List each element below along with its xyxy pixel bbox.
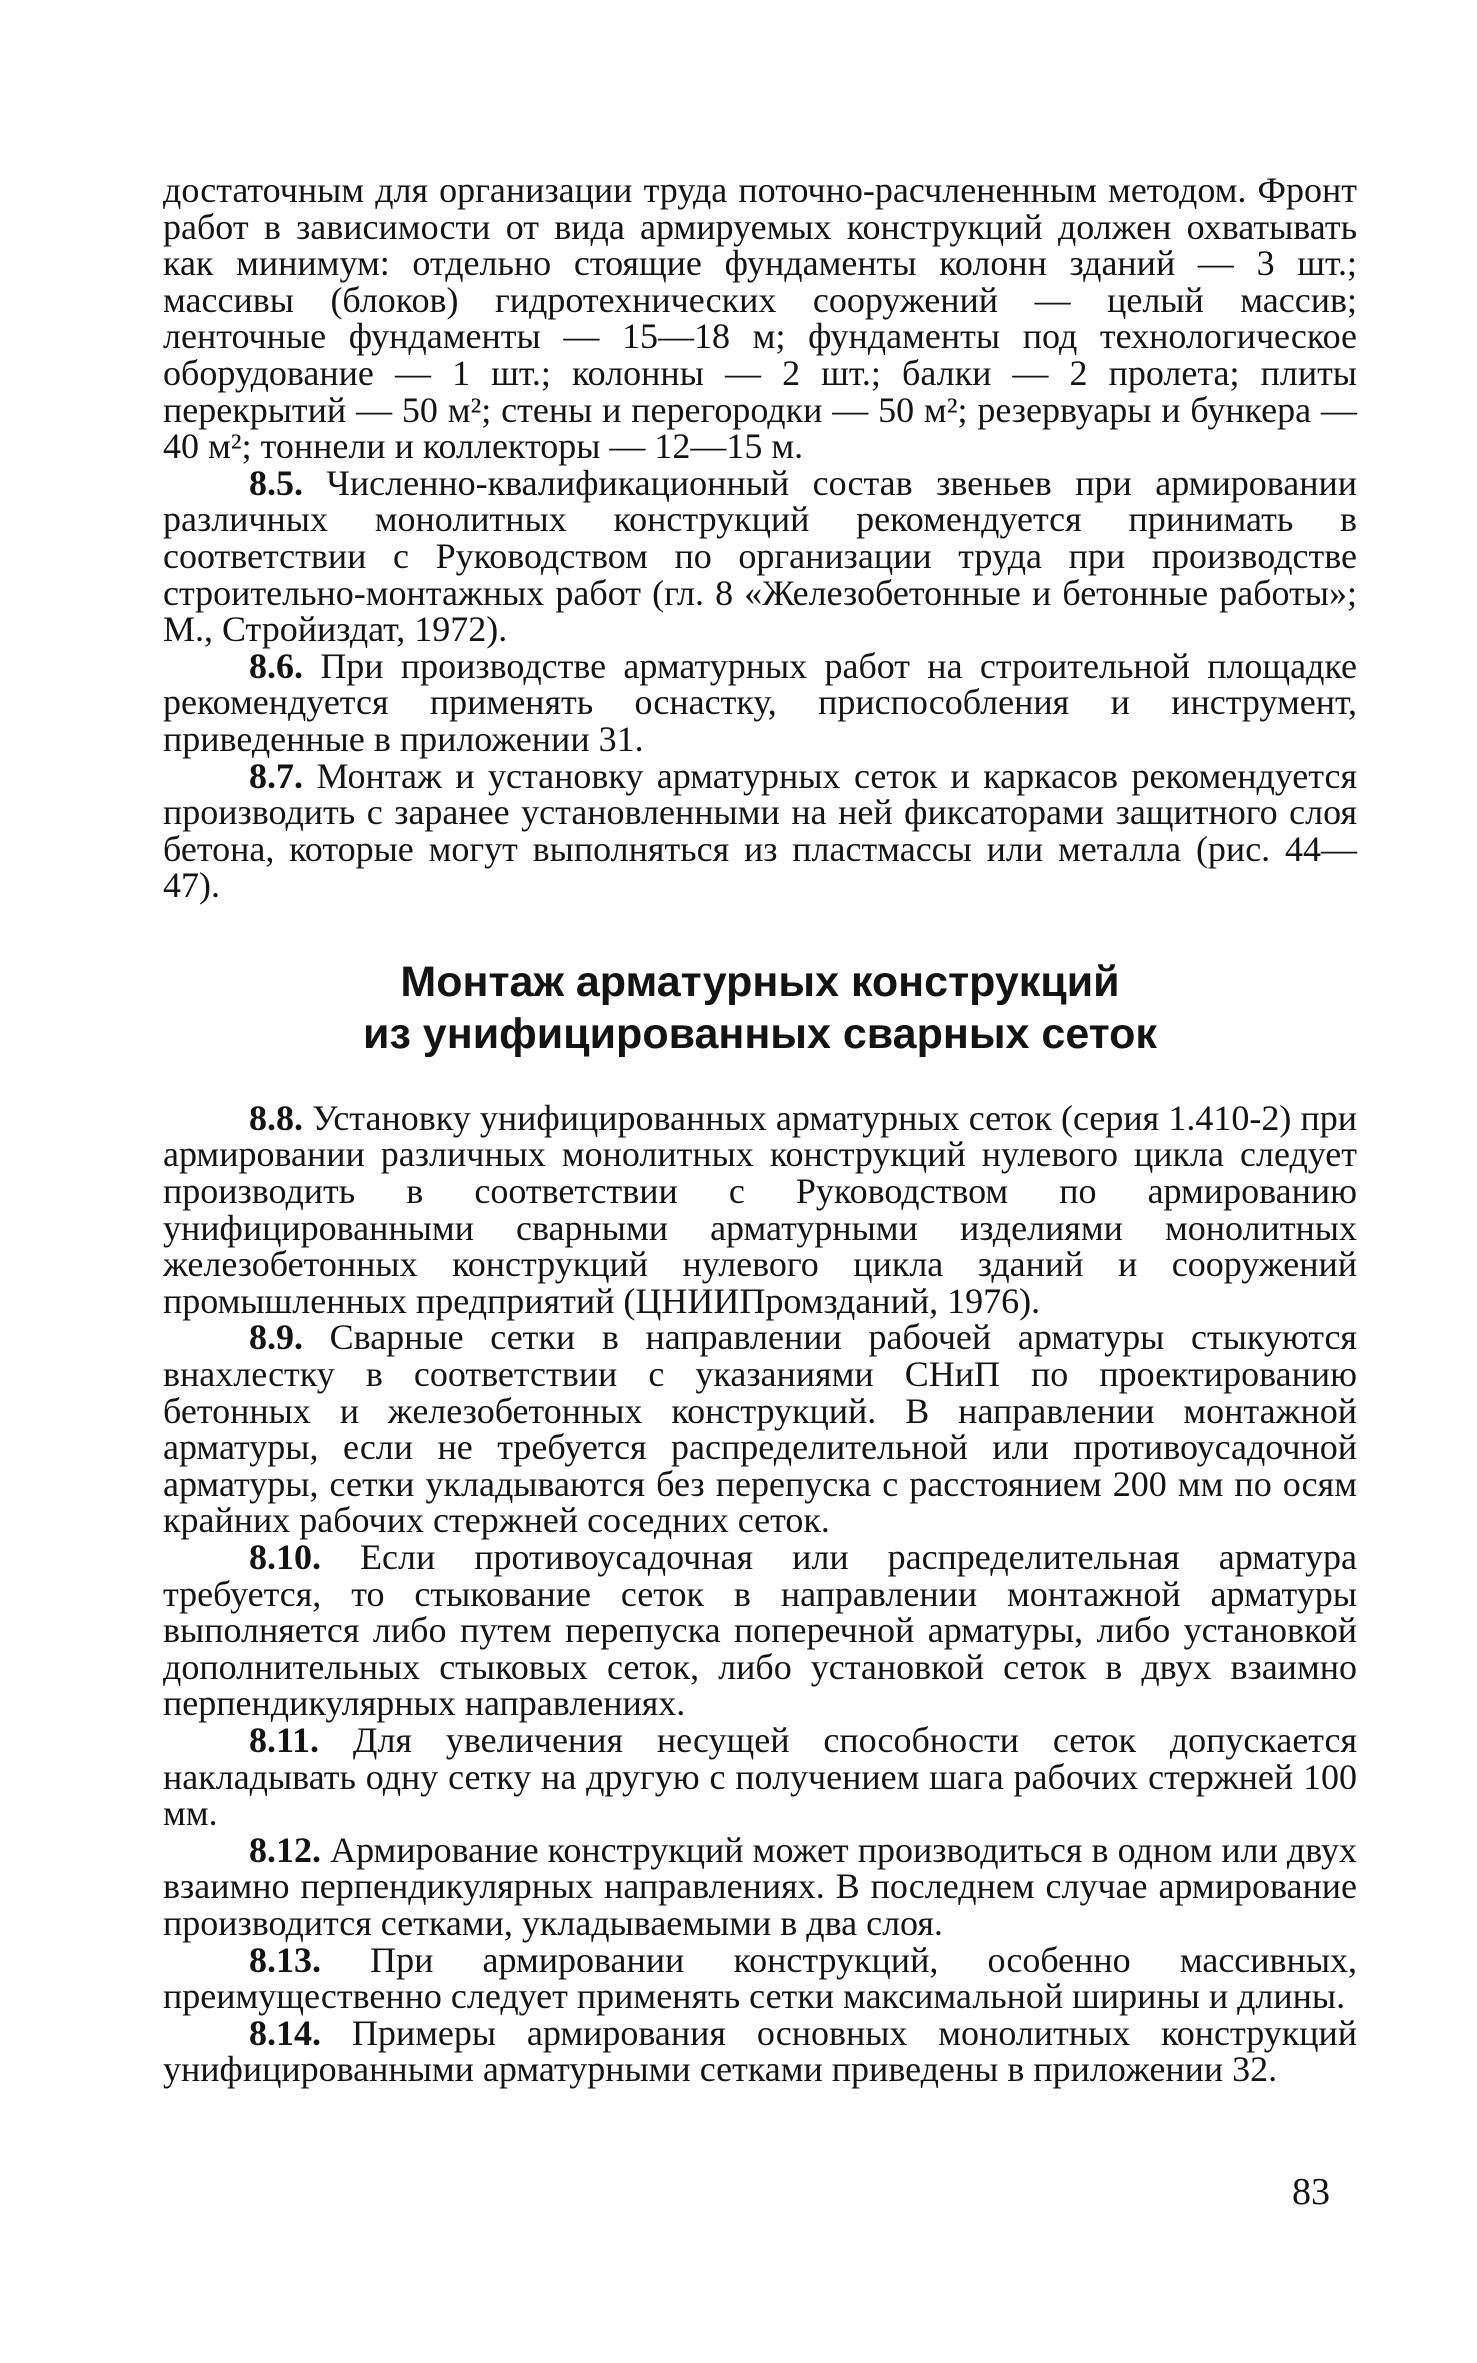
paragraph-number: 8.8. xyxy=(249,1097,303,1138)
paragraph-number: 8.13. xyxy=(249,1939,321,1980)
paragraph-text: Монтаж и установку арматурных сеток и каркасов рекомендуется производить с заранее установленными на ней фиксаторами защитного слоя бетона, которые могут выполняться из пластмассы или металла (рис. 44—47). xyxy=(163,755,1357,906)
paragraph-number: 8.6. xyxy=(249,645,303,686)
paragraph-8-14 xyxy=(163,2012,1358,2090)
paragraph-8-10 xyxy=(163,1539,1357,1722)
intro-paragraph: достаточным для организации труда поточно-расчлененным методом. Фронт работ в зависимости от вида армируемых конструкций должен охватывать как минимум: отдельно стоящие фундаменты колонн зданий — 3 шт.; массивы (блоков) гидротехнических сооружений — целый массив; ленточные фундаменты — 15—18 м; фундаменты под технологическое оборудование — 1 шт.; колонны — 2 шт.; балки — 2 пролета; плиты перекрытий — 50 м²; стены и перегородки — 50 м²; резервуары и бункера — 40 м²; тоннели и коллекторы — 12—15 м. xyxy=(163,170,1357,467)
paragraph-8-6 xyxy=(163,645,1358,759)
paragraph-8-7 xyxy=(163,755,1357,906)
section-heading-line-2: из унифицированных сварных сеток xyxy=(363,1009,1157,1058)
page-number: 83 xyxy=(1292,2171,1330,2213)
paragraph-8-13 xyxy=(163,1939,1358,2017)
paragraph-8-9 xyxy=(163,1319,1357,1539)
paragraph-number: 8.10. xyxy=(249,1537,321,1577)
paragraph-text: Для увеличения несущей способности сеток допускается накладывать одну сетку на другую с получением шага рабочих стержней 100 мм. xyxy=(163,1719,1358,1834)
paragraph-number: 8.5. xyxy=(249,462,303,503)
paragraph-text: Численно-квалификационный состав звеньев при армировании различных монолитных конструкций рекомендуется принимать в соответствии с Руководством по организации труда при производстве строительно-монтажных работ (гл. 8 «Железобетонные и бетонные работы»; М., Стройиздат, 1972). xyxy=(163,462,1358,650)
paragraph-number: 8.14. xyxy=(249,2012,321,2053)
paragraph-text: Сварные сетки в направлении рабочей арматуры стыкуются внахлестку в соответствии с указаниями СНиП по проектированию бетонных и железобетонных конструкций. В направлении монтажной арматуры, если не требуется распределительной или противоусадочной арматуры, сетки укладываются без перепуска с расстоянием 200 мм по осям крайних рабочих стержней соседних сеток. xyxy=(163,1317,1357,1541)
paragraph-text: Установку унифицированных арматурных сеток (серия 1.410-2) при армировании различных монолитных конструкций нулевого цикла следует производить в соответствии с Руководством по армированию унифицированными сварными арматурными изделиями монолитных железобетонных конструкций нулевого цикла зданий и сооружений промышленных предприятий (ЦНИИПромзданий, 1976). xyxy=(163,1097,1358,1321)
paragraph-text: Если противоусадочная или распределительная арматура требуется, то стыкование сеток в направлении монтажной арматуры выполняется либо путем перепуска поперечной арматуры, либо установкой дополнительных стыковых сеток, либо установкой сеток в двух взаимно перпендикулярных направлениях. xyxy=(163,1537,1357,1724)
paragraph-8-12 xyxy=(163,1829,1358,1943)
section-heading xyxy=(163,956,1357,1060)
section-heading-line-1: Монтаж арматурных конструкций xyxy=(400,957,1120,1006)
paragraph-text: При производстве арматурных работ на строительной площадке рекомендуется применять оснастку, приспособления и инструмент, приведенные в приложении 31. xyxy=(163,645,1358,759)
paragraph-number: 8.11. xyxy=(249,1719,320,1760)
paragraph-text: При армировании конструкций, особенно массивных, преимущественно следует применять сетки максимальной ширины и длины. xyxy=(163,1939,1358,2017)
paragraph-number: 8.12. xyxy=(249,1829,321,1870)
paragraph-text: Армирование конструкций может производиться в одном или двух взаимно перпендикулярных направлениях. В последнем случае армирование производится сетками, укладываемыми в два слоя. xyxy=(163,1829,1358,1943)
paragraph-8-5 xyxy=(163,462,1358,650)
paragraph-text: Примеры армирования основных монолитных конструкций унифицированными арматурными сетками приведены в приложении 32. xyxy=(163,2012,1358,2090)
paragraph-number: 8.9. xyxy=(249,1317,303,1358)
paragraph-8-8 xyxy=(163,1097,1358,1321)
paragraph-8-11 xyxy=(163,1719,1358,1834)
text-column xyxy=(163,172,1357,2088)
paragraph-number: 8.7. xyxy=(249,755,303,796)
